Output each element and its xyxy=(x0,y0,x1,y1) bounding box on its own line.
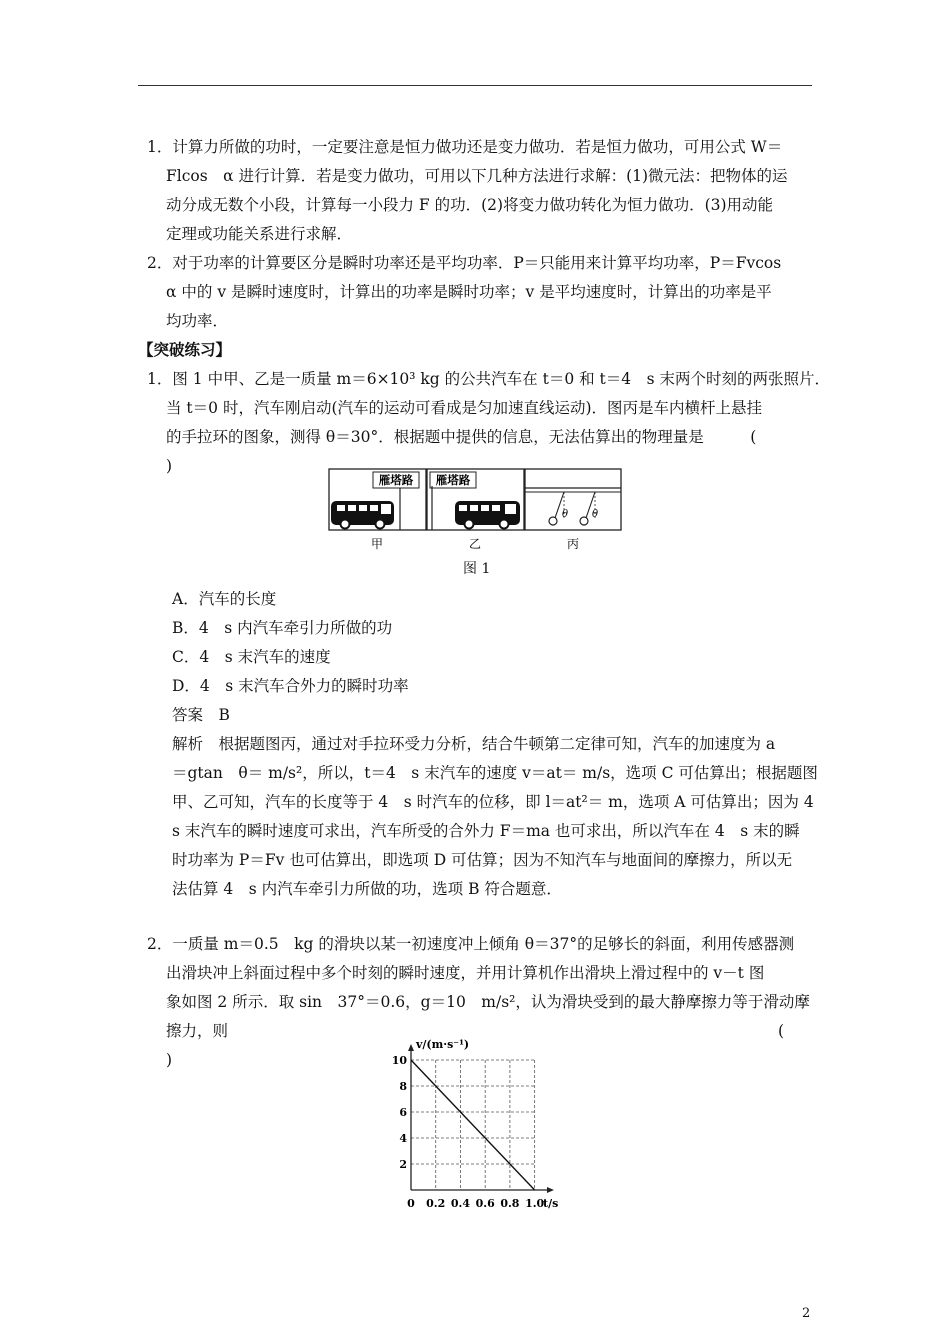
text-line-optB: B．4 s 内汽车牵引力所做的功 xyxy=(172,619,393,637)
text-line-q2d: 擦力，则 xyxy=(166,1022,229,1040)
x-tick-label: 0.8 xyxy=(500,1197,520,1210)
y-tick-label: 4 xyxy=(399,1132,407,1145)
x-tick-label: 0.4 xyxy=(450,1197,471,1210)
text-line-p2b: α 中的 v 是瞬时速度时，计算出的功率是瞬时功率；v 是平均速度时，计算出的功率是平 xyxy=(166,283,772,301)
text-line-q1c: 的手拉环的图象，测得 θ＝30°．根据题中提供的信息，无法估算出的物理量是 ( xyxy=(166,428,757,446)
theta-label-2: θ xyxy=(592,509,599,520)
text-line-p1a: 1．计算力所做的功时，一定要注意是恒力做功还是变力做功．若是恒力做功，可用公式 W＝ xyxy=(147,138,783,156)
text-line-optD: D．4 s 末汽车合外力的瞬时功率 xyxy=(172,677,409,695)
text-line-heading: 【突破练习】 xyxy=(138,340,232,359)
text-line-p1d: 定理或功能关系进行求解． xyxy=(166,225,353,243)
text-line-p2a: 2．对于功率的计算要区分是瞬时功率还是平均功率．P＝只能用来计算平均功率，P＝Fvcos xyxy=(147,254,782,272)
panel-bing xyxy=(525,469,621,530)
panel-jia xyxy=(329,469,426,530)
panel-yi xyxy=(427,469,524,530)
text-line-q1d: ) xyxy=(166,457,173,475)
series-line xyxy=(411,1060,535,1190)
text-line-q2a: 2．一质量 m＝0.5 kg 的滑块以某一初速度冲上倾角 θ＝37°的足够长的斜面，利用传感器测 xyxy=(147,935,795,953)
y-axis-label: v/(m·s⁻¹) xyxy=(416,1038,470,1051)
figure-1 xyxy=(328,468,622,556)
x-tick-label: 0 xyxy=(407,1197,415,1210)
text-line-q2b: 出滑块冲上斜面过程中多个时刻的瞬时速度，并用计算机作出滑块上滑过程中的 v－t 图 xyxy=(166,964,765,982)
road-sign-text-2: 雁塔路 xyxy=(435,473,471,487)
x-tick-label: 1.0 xyxy=(525,1197,545,1210)
y-tick-label: 2 xyxy=(399,1158,407,1171)
text-line-ex6: 法估算 4 s 内汽车牵引力所做的功，选项 B 符合题意． xyxy=(172,880,562,898)
x-axis-label: t/s xyxy=(543,1197,559,1210)
text-line-optC: C．4 s 末汽车的速度 xyxy=(172,648,331,666)
y-tick-label: 8 xyxy=(399,1080,407,1093)
panel-label-bing: 丙 xyxy=(566,537,580,551)
header-rule xyxy=(138,85,812,86)
text-line-q2c: 象如图 2 所示．取 sin 37°＝0.6，g＝10 m/s²，认为滑块受到的最大静摩擦力等于滑动摩 xyxy=(166,993,810,1011)
road-sign-text: 雁塔路 xyxy=(378,473,414,487)
text-line-q2paren1: ( xyxy=(778,1022,785,1040)
x-axis-arrow xyxy=(547,1187,554,1193)
panel-label-jia: 甲 xyxy=(370,537,384,551)
y-tick-label: 10 xyxy=(391,1054,407,1067)
text-line-ex3: 甲、乙可知，汽车的长度等于 4 s 时汽车的位移，即 l＝at²＝ m，选项 A 可估算出；因为 4 xyxy=(172,793,814,811)
text-line-ans: 答案 B xyxy=(172,706,230,724)
text-line-ex1: 解析 根据题图丙，通过对手拉环受力分析，结合牛顿第二定律可知，汽车的加速度为 a xyxy=(172,735,776,753)
text-line-p2c: 均功率． xyxy=(166,312,229,330)
page-number: 2 xyxy=(802,1306,811,1321)
text-line-ex2: ＝gtan θ＝ m/s²，所以，t＝4 s 末汽车的速度 v＝at＝ m/s，选项 C 可估算出；根据题图 xyxy=(172,764,818,782)
text-line-q2paren2: ) xyxy=(166,1051,173,1069)
x-tick-label: 0.2 xyxy=(426,1197,446,1210)
theta-label: θ xyxy=(562,509,569,520)
text-line-q1a: 1．图 1 中甲、乙是一质量 m＝6×10³ kg 的公共汽车在 t＝0 和 t＝4 s 末两个时刻的两张照片． xyxy=(147,370,831,388)
text-line-ex4: s 末汽车的瞬时速度可求出，汽车所受的合外力 F＝ma 也可求出，所以汽车在 4 s 末的瞬 xyxy=(172,822,800,840)
figure-2-chart xyxy=(368,1035,568,1220)
text-line-ex5: 时功率为 P＝Fv 也可估算出，即选项 D 可估算；因为不知汽车与地面间的摩擦力，所以无 xyxy=(172,851,793,869)
y-tick-label: 6 xyxy=(399,1106,407,1119)
text-line-optA: A．汽车的长度 xyxy=(172,590,277,608)
text-line-q1b: 当 t＝0 时，汽车刚启动(汽车的运动可看成是匀加速直线运动)．图丙是车内横杆上悬挂 xyxy=(166,399,763,417)
x-tick-label: 0.6 xyxy=(475,1197,495,1210)
panel-label-yi: 乙 xyxy=(468,537,482,551)
text-line-p1c: 动分成无数个小段，计算每一小段力 F 的功．(2)将变力做功转化为恒力做功．(3)用动能 xyxy=(166,196,774,214)
text-line-p1b: Flcos α 进行计算．若是变力做功，可用以下几种方法进行求解：(1)微元法：把物体的运 xyxy=(166,167,788,185)
figure-1-caption: 图 1 xyxy=(463,561,491,577)
y-axis-arrow xyxy=(408,1044,414,1051)
